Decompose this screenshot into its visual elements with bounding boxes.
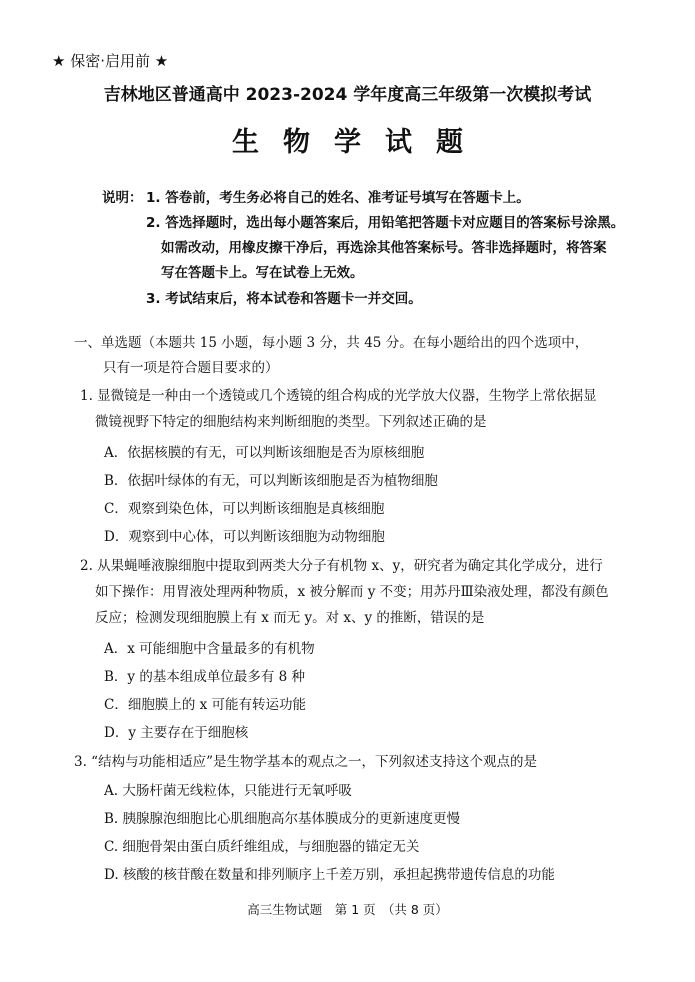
instruction-item: 2. 答选择题时，选出每小题答案后，用铅笔把答题卡对应题目的答案标号涂黑。: [146, 215, 625, 231]
option-a: A．依据核膜的有无，可以判断该细胞是否为原核细胞: [104, 445, 425, 461]
instruction-item: 如需改动，用橡皮擦干净后，再选涂其他答案标号。答非选择题时，将答案: [161, 240, 607, 256]
question-stem: 1. 显微镜是一种由一个透镜或几个透镜的组合构成的光学放大仪器，生物学上常依据显: [80, 388, 597, 404]
question-stem: 3. “结构与功能相适应”是生物学基本的观点之一，下列叙述支持这个观点的是: [74, 754, 537, 770]
section-line: 一、单选题（本题共 15 小题，每小题 3 分，共 45 分。在每小题给出的四个选项中，: [74, 335, 589, 351]
option-d: D．观察到中心体，可以判断该细胞为动物细胞: [104, 529, 385, 545]
instruction-item: 写在答题卡上。写在试卷上无效。: [161, 265, 364, 281]
confidential-mark: ★ 保密·启用前 ★: [52, 52, 169, 70]
section-line: 只有一项是符合题目要求的）: [103, 360, 279, 376]
option-c: C．细胞膜上的 x 可能有转运功能: [104, 697, 307, 713]
option-b: B. 胰腺腺泡细胞比心肌细胞高尔基体膜成分的更新速度更慢: [104, 811, 461, 827]
instruction-item: 3. 考试结束后，将本试卷和答题卡一并交回。: [146, 291, 422, 307]
option-b: B．依据叶绿体的有无，可以判断该细胞是否为植物细胞: [104, 473, 438, 489]
option-c: C．观察到染色体，可以判断该细胞是真核细胞: [104, 501, 385, 517]
option-a: A. 大肠杆菌无线粒体，只能进行无氧呼吸: [104, 783, 352, 799]
page-footer: 高三生物试题 第 1 页 （共 8 页）: [247, 902, 448, 917]
question-stem: 2. 从果蝇唾液腺细胞中提取到两类大分子有机物 x、y，研究者为确定其化学成分，进行: [80, 558, 603, 574]
page-title: 生物学试题: [232, 127, 487, 158]
exam-name: 吉林地区普通高中 2023-2024 学年度高三年级第一次模拟考试: [103, 85, 592, 105]
option-d: D．y 主要存在于细胞核: [104, 725, 249, 741]
option-c: C. 细胞骨架由蛋白质纤维组成，与细胞器的锚定无关: [104, 839, 420, 855]
instructions-label: 说明：: [102, 190, 143, 206]
question-stem: 如下操作：用胃液处理两种物质，x 被分解而 y 不变；用苏丹Ⅲ染液处理，都没有颜色: [95, 584, 609, 600]
instruction-item: 1. 答卷前，考生务必将自己的姓名、准考证号填写在答题卡上。: [146, 190, 530, 206]
question-stem: 反应；检测发现细胞膜上有 x 而无 y。对 x、y 的推断，错误的是: [95, 610, 485, 626]
option-d: D. 核酸的核苷酸在数量和排列顺序上千差万别，承担起携带遗传信息的功能: [104, 867, 555, 883]
option-b: B．y 的基本组成单位最多有 8 种: [104, 669, 306, 685]
option-a: A．x 可能细胞中含量最多的有机物: [104, 641, 315, 657]
question-stem: 微镜视野下特定的细胞结构来判断细胞的类型。下列叙述正确的是: [95, 414, 487, 430]
